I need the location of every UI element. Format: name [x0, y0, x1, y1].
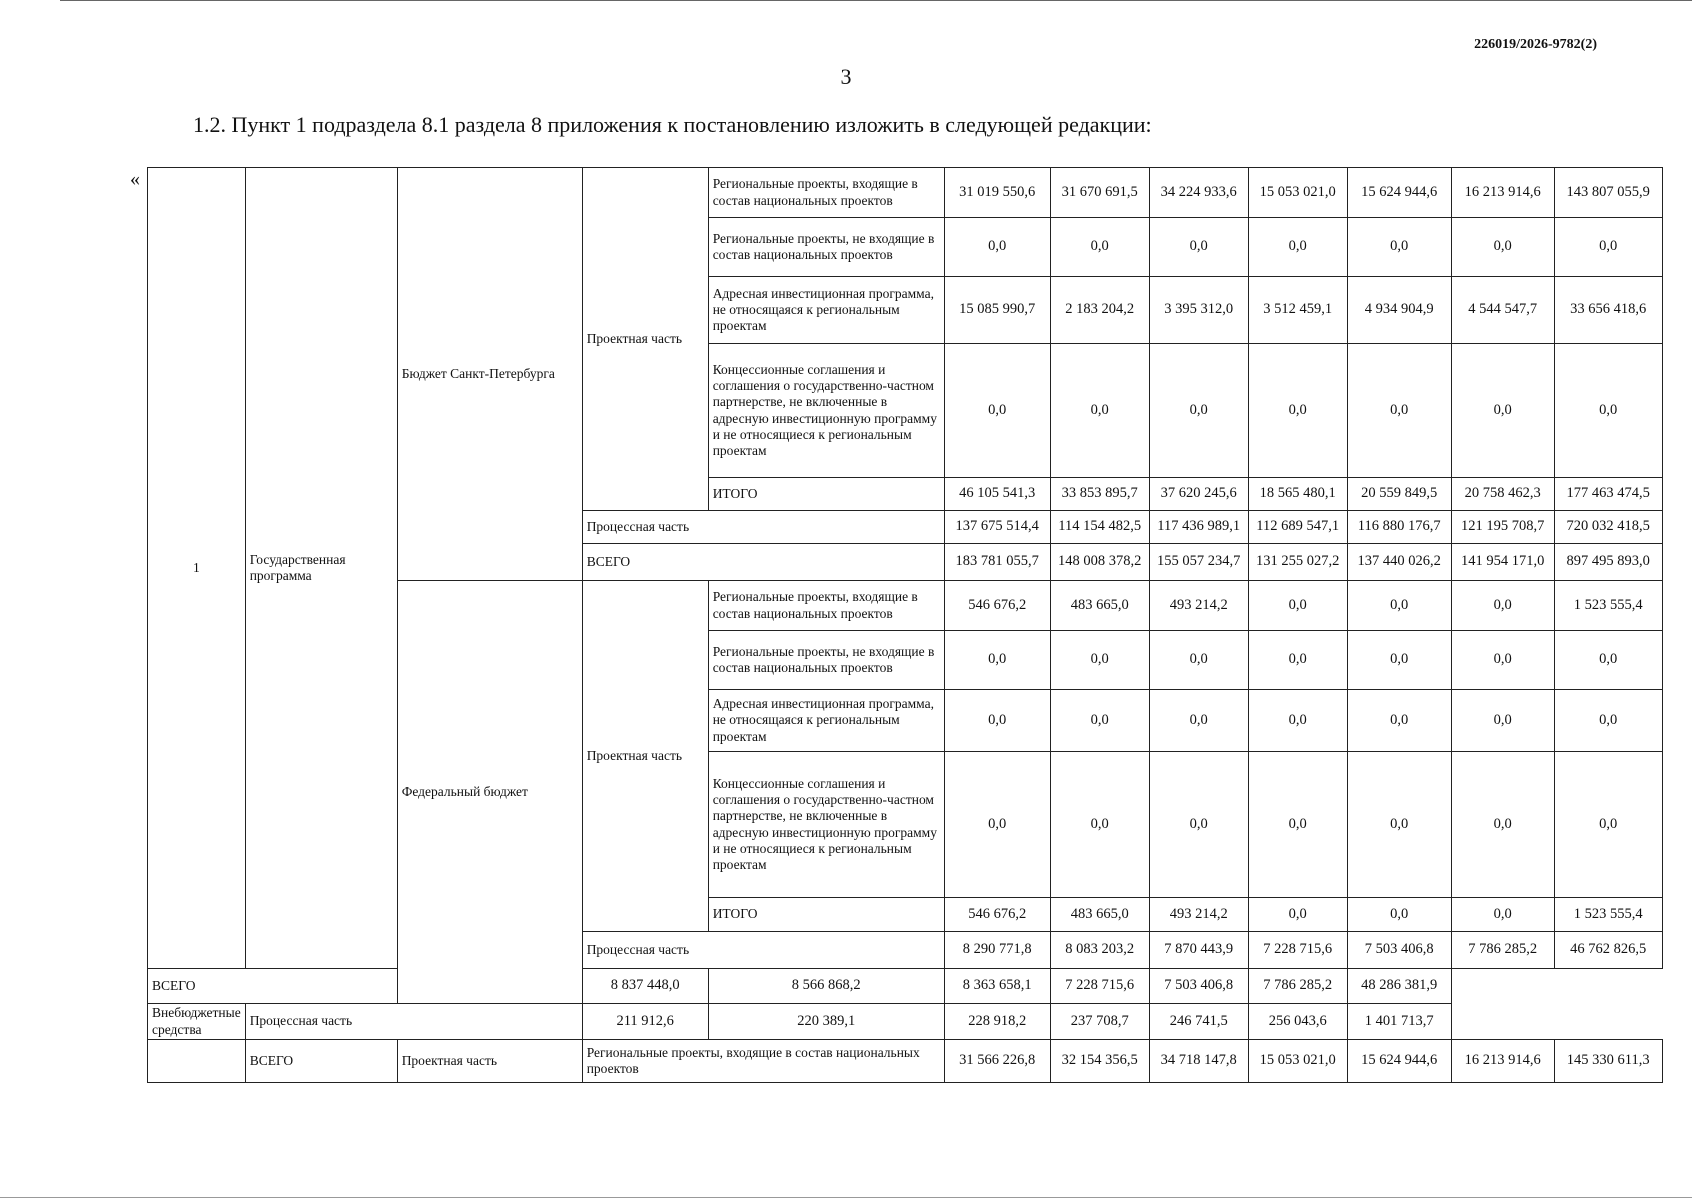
- value-cell: 33 853 895,7: [1050, 478, 1149, 511]
- value-cell: 0,0: [1451, 690, 1554, 752]
- value-cell: 15 624 944,6: [1347, 1040, 1451, 1083]
- value-cell: 0,0: [1347, 752, 1451, 898]
- value-cell: 0,0: [944, 752, 1050, 898]
- value-cell: 0,0: [1149, 218, 1248, 277]
- value-cell: 117 436 989,1: [1149, 511, 1248, 544]
- value-cell: 493 214,2: [1149, 898, 1248, 932]
- value-cell: 0,0: [1248, 344, 1347, 478]
- value-cell: 112 689 547,1: [1248, 511, 1347, 544]
- value-cell: 897 495 893,0: [1554, 544, 1662, 581]
- process-part-label: Процессная часть: [582, 932, 944, 969]
- value-cell: 7 786 285,2: [1248, 969, 1347, 1004]
- category-reg-not: Региональные проекты, не входящие в состав национальных проектов: [708, 631, 944, 690]
- value-cell: 145 330 611,3: [1554, 1040, 1662, 1083]
- value-cell: 0,0: [1248, 631, 1347, 690]
- value-cell: 0,0: [1050, 218, 1149, 277]
- value-cell: 8 363 658,1: [944, 969, 1050, 1004]
- value-cell: 546 676,2: [944, 898, 1050, 932]
- value-cell: 15 053 021,0: [1248, 1040, 1347, 1083]
- value-cell: 0,0: [1451, 344, 1554, 478]
- budget-offbudget: Внебюджетные средства: [148, 1004, 246, 1040]
- total-label: ВСЕГО: [148, 969, 398, 1004]
- value-cell: 483 665,0: [1050, 581, 1149, 631]
- value-cell: 33 656 418,6: [1554, 277, 1662, 344]
- value-cell: 0,0: [1554, 218, 1662, 277]
- opening-quote: «: [130, 168, 140, 190]
- project-part-label: Проектная часть: [582, 581, 708, 932]
- value-cell: 183 781 055,7: [944, 544, 1050, 581]
- value-cell: 7 870 443,9: [1149, 932, 1248, 969]
- value-cell: 8 566 868,2: [708, 969, 944, 1004]
- value-cell: 256 043,6: [1248, 1004, 1347, 1040]
- value-cell: 228 918,2: [944, 1004, 1050, 1040]
- value-cell: 0,0: [1347, 344, 1451, 478]
- value-cell: 0,0: [1347, 690, 1451, 752]
- value-cell: 20 758 462,3: [1451, 478, 1554, 511]
- value-cell: 2 183 204,2: [1050, 277, 1149, 344]
- category-reg-in: Региональные проекты, входящие в состав национальных проектов: [708, 168, 944, 218]
- value-cell: 137 675 514,4: [944, 511, 1050, 544]
- value-cell: 46 762 826,5: [1554, 932, 1662, 969]
- value-cell: 7 503 406,8: [1149, 969, 1248, 1004]
- value-cell: 0,0: [944, 218, 1050, 277]
- value-cell: 31 566 226,8: [944, 1040, 1050, 1083]
- value-cell: 8 837 448,0: [582, 969, 708, 1004]
- value-cell: 0,0: [944, 690, 1050, 752]
- value-cell: 7 503 406,8: [1347, 932, 1451, 969]
- value-cell: 16 213 914,6: [1451, 168, 1554, 218]
- value-cell: 0,0: [1149, 690, 1248, 752]
- value-cell: 141 954 171,0: [1451, 544, 1554, 581]
- value-cell: 0,0: [1149, 344, 1248, 478]
- value-cell: 0,0: [1347, 218, 1451, 277]
- category-concession: Концессионные соглашения и соглашения о государственно-частном партнерстве, не включенные в адресную инвестиционную программу и не относящиеся к региональным проектам: [708, 344, 944, 478]
- process-part-label: Процессная часть: [582, 511, 944, 544]
- value-cell: 0,0: [1149, 631, 1248, 690]
- value-cell: 0,0: [1149, 752, 1248, 898]
- value-cell: 3 512 459,1: [1248, 277, 1347, 344]
- value-cell: 0,0: [1248, 690, 1347, 752]
- value-cell: 1 523 555,4: [1554, 581, 1662, 631]
- category-aip: Адресная инвестиционная программа, не относящаяся к региональным проектам: [708, 690, 944, 752]
- value-cell: 0,0: [1451, 752, 1554, 898]
- category-aip: Адресная инвестиционная программа, не относящаяся к региональным проектам: [708, 277, 944, 344]
- value-cell: 4 544 547,7: [1451, 277, 1554, 344]
- category-reg-not: Региональные проекты, не входящие в состав национальных проектов: [708, 218, 944, 277]
- table-row: [148, 1040, 1663, 1083]
- value-cell: 0,0: [1248, 581, 1347, 631]
- value-cell: 137 440 026,2: [1347, 544, 1451, 581]
- value-cell: 1 523 555,4: [1554, 898, 1662, 932]
- value-cell: 18 565 480,1: [1248, 478, 1347, 511]
- value-cell: 131 255 027,2: [1248, 544, 1347, 581]
- value-cell: 1 401 713,7: [1347, 1004, 1451, 1040]
- value-cell: 0,0: [1554, 752, 1662, 898]
- value-cell: 546 676,2: [944, 581, 1050, 631]
- program-label: Государственная программа: [245, 168, 397, 969]
- budget-spb: Бюджет Санкт-Петербурга: [397, 168, 582, 581]
- value-cell: 8 083 203,2: [1050, 932, 1149, 969]
- value-cell: 0,0: [1050, 344, 1149, 478]
- value-cell: 7 228 715,6: [1248, 932, 1347, 969]
- value-cell: 0,0: [1248, 898, 1347, 932]
- value-cell: 155 057 234,7: [1149, 544, 1248, 581]
- category-reg-in: Региональные проекты, входящие в состав национальных проектов: [582, 1040, 944, 1083]
- value-cell: 15 624 944,6: [1347, 168, 1451, 218]
- category-concession: Концессионные соглашения и соглашения о государственно-частном партнерстве, не включенные в адресную инвестиционную программу и не относящиеся к региональным проектам: [708, 752, 944, 898]
- value-cell: 46 105 541,3: [944, 478, 1050, 511]
- value-cell: 8 290 771,8: [944, 932, 1050, 969]
- value-cell: 48 286 381,9: [1347, 969, 1451, 1004]
- value-cell: 121 195 708,7: [1451, 511, 1554, 544]
- itogo-label: ИТОГО: [708, 478, 944, 511]
- value-cell: 493 214,2: [1149, 581, 1248, 631]
- empty-cell: [148, 1040, 246, 1083]
- value-cell: 246 741,5: [1149, 1004, 1248, 1040]
- project-part-label: Проектная часть: [397, 1040, 582, 1083]
- project-part-label: Проектная часть: [582, 168, 708, 511]
- value-cell: 143 807 055,9: [1554, 168, 1662, 218]
- value-cell: 0,0: [1554, 690, 1662, 752]
- value-cell: 34 718 147,8: [1149, 1040, 1248, 1083]
- table-row: [148, 969, 1663, 1004]
- value-cell: 3 395 312,0: [1149, 277, 1248, 344]
- value-cell: 0,0: [1050, 631, 1149, 690]
- value-cell: 20 559 849,5: [1347, 478, 1451, 511]
- value-cell: 7 786 285,2: [1451, 932, 1554, 969]
- budget-federal: Федеральный бюджет: [397, 581, 582, 1004]
- value-cell: 0,0: [1451, 581, 1554, 631]
- value-cell: 483 665,0: [1050, 898, 1149, 932]
- grand-total-label: ВСЕГО: [245, 1040, 397, 1083]
- value-cell: 720 032 418,5: [1554, 511, 1662, 544]
- value-cell: 0,0: [1451, 631, 1554, 690]
- value-cell: 0,0: [1554, 344, 1662, 478]
- value-cell: 0,0: [1554, 631, 1662, 690]
- value-cell: 177 463 474,5: [1554, 478, 1662, 511]
- value-cell: 0,0: [1050, 752, 1149, 898]
- value-cell: 15 053 021,0: [1248, 168, 1347, 218]
- value-cell: 148 008 378,2: [1050, 544, 1149, 581]
- value-cell: 0,0: [1248, 218, 1347, 277]
- value-cell: 31 670 691,5: [1050, 168, 1149, 218]
- value-cell: 34 224 933,6: [1149, 168, 1248, 218]
- value-cell: 15 085 990,7: [944, 277, 1050, 344]
- value-cell: 0,0: [1347, 631, 1451, 690]
- value-cell: 32 154 356,5: [1050, 1040, 1149, 1083]
- value-cell: 116 880 176,7: [1347, 511, 1451, 544]
- value-cell: 0,0: [1451, 898, 1554, 932]
- value-cell: 0,0: [1451, 218, 1554, 277]
- value-cell: 0,0: [944, 631, 1050, 690]
- value-cell: 37 620 245,6: [1149, 478, 1248, 511]
- table-row: [148, 168, 1663, 218]
- value-cell: 237 708,7: [1050, 1004, 1149, 1040]
- itogo-label: ИТОГО: [708, 898, 944, 932]
- value-cell: 0,0: [1050, 690, 1149, 752]
- table-row: [148, 1004, 1663, 1040]
- value-cell: 31 019 550,6: [944, 168, 1050, 218]
- document-number: 226019/2026-9782(2): [1474, 37, 1597, 52]
- financing-table: [147, 167, 1663, 1083]
- value-cell: 4 934 904,9: [1347, 277, 1451, 344]
- scan-bottom-edge: [0, 1197, 1692, 1198]
- value-cell: 114 154 482,5: [1050, 511, 1149, 544]
- value-cell: 0,0: [1347, 898, 1451, 932]
- value-cell: 0,0: [1248, 752, 1347, 898]
- page-number: 3: [840, 64, 852, 89]
- value-cell: 16 213 914,6: [1451, 1040, 1554, 1083]
- section-heading: 1.2. Пункт 1 подраздела 8.1 раздела 8 приложения к постановлению изложить в следующей редакции:: [193, 112, 1152, 137]
- category-reg-in: Региональные проекты, входящие в состав национальных проектов: [708, 581, 944, 631]
- process-part-label: Процессная часть: [245, 1004, 582, 1040]
- value-cell: 0,0: [1347, 581, 1451, 631]
- value-cell: 220 389,1: [708, 1004, 944, 1040]
- scan-top-edge: [60, 0, 1692, 1]
- value-cell: 211 912,6: [582, 1004, 708, 1040]
- value-cell: 0,0: [944, 344, 1050, 478]
- total-label: ВСЕГО: [582, 544, 944, 581]
- row-index: 1: [148, 168, 246, 969]
- value-cell: 7 228 715,6: [1050, 969, 1149, 1004]
